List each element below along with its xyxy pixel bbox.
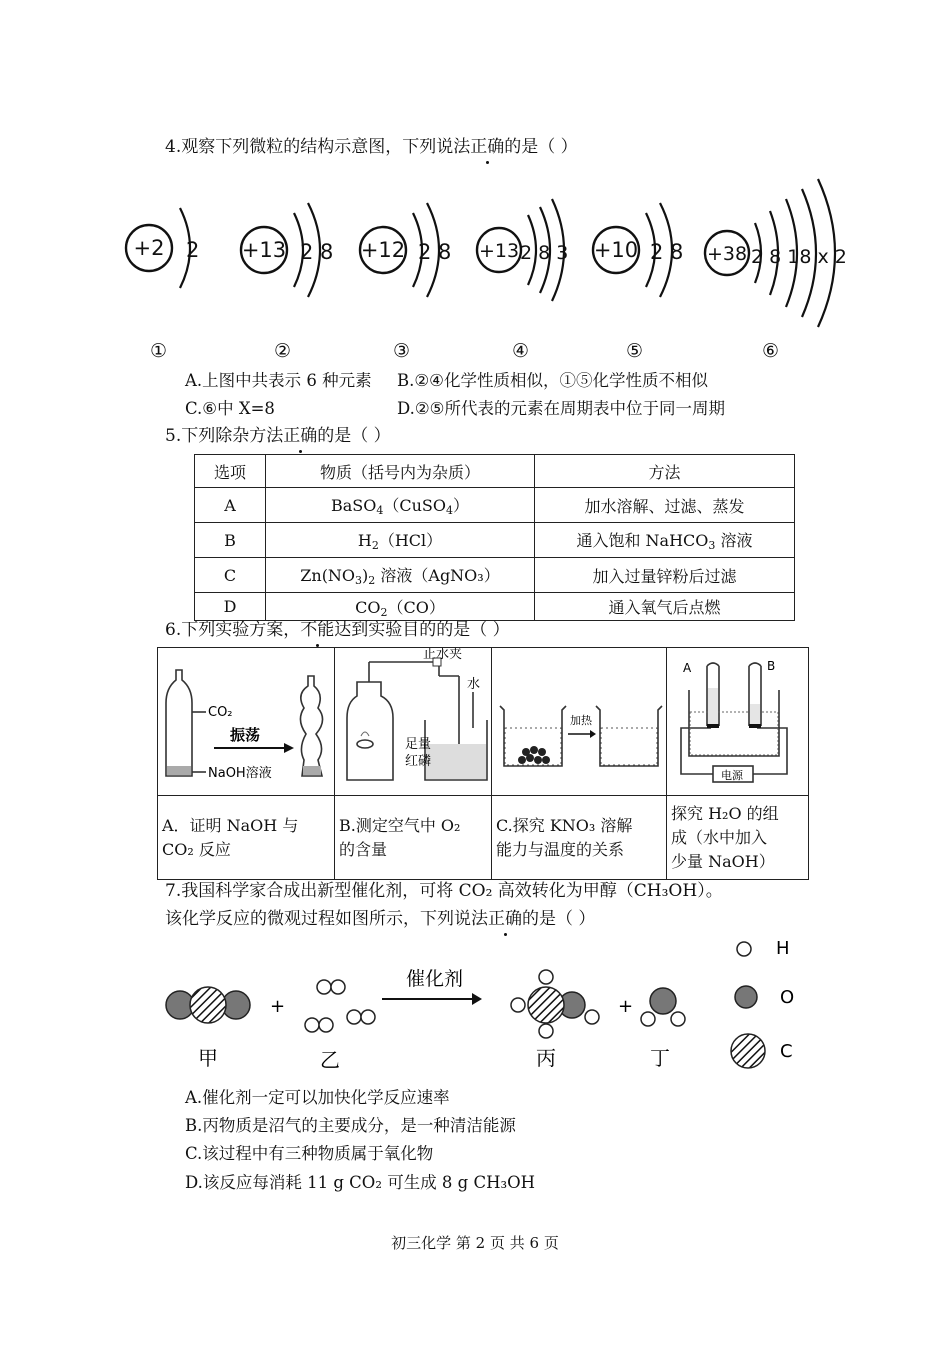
q4-option-c: C.⑥中 X=8 xyxy=(185,399,275,418)
legend-h: H xyxy=(776,938,790,959)
atom-6 xyxy=(705,179,847,327)
atom-1 xyxy=(126,208,199,288)
clip-label: 止水夹 xyxy=(423,648,463,662)
molecule-jia xyxy=(166,987,250,1023)
name-ding: 丁 xyxy=(650,1046,670,1070)
q4-stem: 4.观察下列微粒的结构示意图，下列说法正确的是（ ） xyxy=(165,137,578,157)
atom-2-nucleus: +13 xyxy=(241,238,287,262)
phos-label-2: 红磷 xyxy=(405,754,432,769)
q6-figure-a xyxy=(158,648,335,796)
q5-stem: 5.下列除杂方法正确的是（ ） xyxy=(165,426,391,446)
legend-o: O xyxy=(780,987,795,1008)
shake-label: 振荡 xyxy=(230,726,261,744)
q6-caption-a: A．证明 NaOH 与 CO₂ 反应 xyxy=(158,796,335,880)
tube-b-label: B xyxy=(767,659,776,673)
atom-6-shells: 2 8 18 x 2 xyxy=(751,246,847,268)
name-yi: 乙 xyxy=(320,1048,340,1072)
plus-2: + xyxy=(618,996,634,1017)
atom-2-shells: 2 8 xyxy=(300,240,334,264)
catalyst-label: 催化剂 xyxy=(406,968,464,990)
atom-5-nucleus: +10 xyxy=(593,238,639,262)
q6-stem: 6.下列实验方案，不能达到实验目的的是（ ） xyxy=(165,620,510,640)
q5-header-option: 选项 xyxy=(195,455,266,488)
molecule-bing xyxy=(511,970,599,1038)
naoh-label: NaOH溶液 xyxy=(208,766,272,781)
q6-caption-c: C.探究 KNO₃ 溶解 能力与温度的关系 xyxy=(492,796,667,880)
bottle-experiment xyxy=(158,648,334,788)
molecule-ding xyxy=(641,988,685,1026)
atom-2 xyxy=(241,203,333,297)
q7-option-b: B.丙物质是沼气的主要成分，是一种清洁能源 xyxy=(185,1116,516,1135)
q6-figure-d xyxy=(667,648,809,796)
atom-3 xyxy=(360,203,451,297)
q4-option-b: B.②④化学性质相似，①⑤化学性质不相似 xyxy=(397,371,708,390)
q7-stem-line1: 7.我国科学家合成出新型催化剂，可将 CO₂ 高效转化为甲醇（CH₃OH）。 xyxy=(165,881,723,901)
atom-5-shells: 2 8 xyxy=(650,240,684,264)
atom-3-nucleus: +12 xyxy=(360,238,406,262)
label-2: ② xyxy=(274,340,292,362)
q5-row-c: C $Zn(NO_3)_2$ 溶液（AgNO₃） 加入过量锌粉后过滤 xyxy=(195,558,795,593)
q6-caption-b: B.测定空气中 O₂ 的含量 xyxy=(335,796,492,880)
tube-a-label: A xyxy=(683,661,692,675)
molecule-yi xyxy=(305,980,375,1032)
atom-1-nucleus: +2 xyxy=(133,236,165,260)
atom-5 xyxy=(593,203,683,297)
q7-option-c: C.该过程中有三种物质属于氧化物 xyxy=(185,1144,434,1163)
q7-option-a: A.催化剂一定可以加快化学反应速率 xyxy=(185,1088,450,1107)
label-1: ① xyxy=(150,340,168,362)
q6-caption-d: 探究 H₂O 的组 成（水中加入 少量 NaOH） xyxy=(667,796,809,880)
atom-4-nucleus: +13 xyxy=(478,240,520,262)
kno3-experiment xyxy=(492,648,666,788)
electrolysis-experiment xyxy=(667,648,801,788)
q7-stem-line2: 该化学反应的微观过程如图所示，下列说法正确的是（ ） xyxy=(165,909,596,929)
atom-4-shells: 2 8 3 xyxy=(520,242,569,264)
water-label: 水 xyxy=(467,677,481,692)
name-jia: 甲 xyxy=(198,1046,218,1070)
name-bing: 丙 xyxy=(536,1046,556,1070)
q5-header-substance: 物质（括号内为杂质） xyxy=(266,455,535,488)
q6-figure-c xyxy=(492,648,667,796)
q5-row-b: B $H_2(HCl)$ 通入饱和 NaHCO$_3$ 溶液 xyxy=(195,523,795,558)
legend-c: C xyxy=(780,1041,793,1062)
label-4: ④ xyxy=(512,340,530,362)
q5-header-row xyxy=(195,455,795,488)
q5-row-a: A BaSO$_4$（CuSO$_4$） 加水溶解、过滤、蒸发 xyxy=(195,488,795,523)
q6-figure-b xyxy=(335,648,492,796)
label-5: ⑤ xyxy=(626,340,644,362)
q7-option-d: D.该反应每消耗 11 g CO₂ 可生成 8 g CH₃OH xyxy=(185,1173,536,1192)
phos-label-1: 足量 xyxy=(405,737,432,752)
q5-header-method: 方法 xyxy=(535,455,795,488)
atom-6-nucleus: +38 xyxy=(706,243,748,265)
page-footer: 初三化学 第 2 页 共 6 页 xyxy=(391,1234,559,1252)
q4-option-a: A.上图中共表示 6 种元素 xyxy=(185,371,372,390)
plus-1: + xyxy=(270,996,286,1017)
label-6: ⑥ xyxy=(762,340,780,362)
q6-table xyxy=(157,647,809,880)
power-label: 电源 xyxy=(721,769,743,782)
q5-row-d: D $CO_2(CO)$ 通入氧气后点燃 xyxy=(195,593,795,621)
red-phosphorus-experiment xyxy=(335,648,491,788)
co2-label: CO₂ xyxy=(208,705,233,720)
q4-option-d: D.②⑤所代表的元素在周期表中位于同一周期 xyxy=(397,399,725,418)
q5-table xyxy=(194,454,795,621)
atom-3-shells: 2 8 xyxy=(418,240,452,264)
atom-structure-diagrams xyxy=(110,175,850,330)
atom-1-shells: 2 xyxy=(186,238,200,262)
heat-label: 加热 xyxy=(570,714,592,727)
legend xyxy=(731,942,765,1068)
reaction-micro-diagram xyxy=(160,935,820,1075)
label-3: ③ xyxy=(393,340,411,362)
atom-4 xyxy=(477,199,568,301)
